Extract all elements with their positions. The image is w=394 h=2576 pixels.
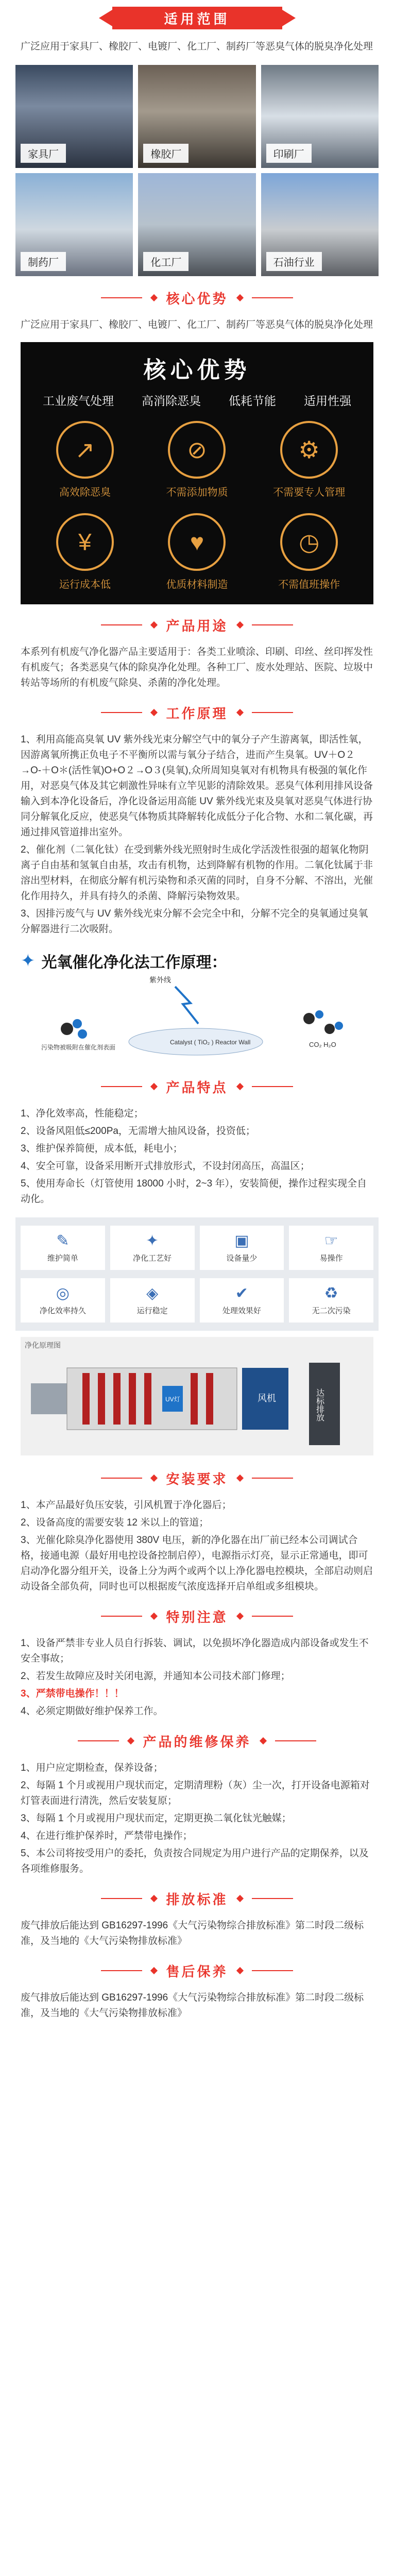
effect-icon: ✔: [235, 1284, 248, 1302]
gear-icon: ⚙: [280, 421, 338, 479]
footprint-icon: ▣: [234, 1232, 249, 1249]
usage-text: 本系列有机废气净化器产品主要适用于：各类工业喷涂、印刷、印丝、丝印挥发性有机废气；各类恶臭气体的除臭净化处理。各种工厂、废水处理站、医院、垃圾中转站等场所的有机废气除臭、杀菌的净化处理。: [21, 647, 373, 688]
tile-easy-operate: ☞ 易操作: [289, 1226, 373, 1270]
easy-operate-icon: ☞: [324, 1232, 338, 1249]
section-title-scope: 适用范围: [0, 0, 394, 36]
feature-tiles: [15, 1217, 379, 1331]
process-diagram: 净化原理图 UV灯 风机 达标排放: [21, 1337, 373, 1455]
core-tag: 工业废气处理: [43, 394, 114, 408]
molecule-right: [303, 1010, 343, 1034]
section-title-emission: 排放标准: [0, 1882, 394, 1915]
chart-up-icon: ↗: [56, 421, 114, 479]
no-pollution-icon: ♻: [324, 1284, 338, 1302]
wrench-icon: ✎: [56, 1232, 70, 1249]
install-list: 1、本产品最好负压安装，引风机置于净化器后； 2、设备高度的需要安装 12 米以上的管道； 3、光催化除臭净化器使用 380V 电压，新的净化器在出厂前已经本公司调试合格，接通电源（最好用电控设备控制启停），电源指示灯亮，显示正常通电，即可启动净化器分组开关，设备上分为两个或两个以上净化器电控模块，全部启动则启动设备全部负荷，同时也可以根据废气浓度选择开启单组或多组模块。: [21, 1500, 373, 1592]
molecule-left: [61, 1019, 87, 1039]
photo-furniture: 家具厂: [15, 65, 133, 168]
tile-good-effect: ✔ 处理效果好: [200, 1278, 284, 1323]
features-list: 1、净化效率高，性能稳定； 2、设备风阻低≤200Pa，无需增大抽风设备，投资低； 3、维护保养简便，成本低，耗电小； 4、安全可靠，设备采用断开式排放形式，不设封闭高压，高温区； 5、使用寿命长（灯管使用 18000 小时，2~3 年），安装简便，操作过程实现全自动化。: [21, 1108, 367, 1205]
tile-small-footprint: ▣ 设备量少: [200, 1226, 284, 1270]
core-item: ↗ 高效除恶臭: [29, 421, 141, 499]
photo-petroleum: 石油行业: [261, 173, 379, 276]
principle-text: 1、利用高能高臭氧 UV 紫外线光束分解空气中的氧分子产生游离氧，即活性氧，因游离氧所携正负电子不平衡所以需与氧分子结合，进而产生臭氧。UV＋O２→O-＋O＊(活性氧)O+O２→O３(臭氧),众所周知臭氧对有机物具有极强的氧化作用，对恶臭气体及其它刺激性异味有立竿见影的清除效果。恶臭气体利用排风设备输入到本净化设备后，净化设备运用高能 UV 紫外线光束及臭氧对恶臭气体进行协同分解氧化反应，使恶臭气体物质其降解转化成低分子化合物、水和二氧化碳，再通过排风管道排出室外。 2、催化剂（二氧化钛）在受到紫外线光照射时生成化学活泼性很强的超氧化物阴离子自由基和氢氧自由基，攻击有机物，达到降解有机物的作用。二氧化钛属于非溶出型材料，在彻底分解有机污染物和杀灭菌的同时，自身不分解、不溶出，光催化作用持久，并具有持久的杀菌、降解污染物效果。 3、因排污废气与 UV 紫外线光束分解不会完全中和，分解不完全的臭氧通过臭氧分解器进行二次吸附。: [21, 734, 373, 935]
maintenance-list: 1、用户应定期检查，保养设备； 2、每隔 1 个月或视用户现状而定，定期清理粉（灰）尘一次，打开设备电源箱对灯管表面进行清洗，然后安装复原； 3、每隔 1 个月或视用户现状而定，定期更换二氧化钛光触媒； 4、在进行维护保养时，严禁带电操作； 5、本公司将按受用户的委托，负责按合同规定为用户进行产品的定期保养，以及各项维修服务。: [21, 1762, 370, 1874]
core-tag: 高消除恶臭: [142, 394, 201, 408]
section-title-notice: 特别注意: [0, 1600, 394, 1633]
clock-icon: ◷: [280, 513, 338, 571]
section-title-after-sale: 售后保养: [0, 1954, 394, 1987]
core-advantage-panel: [21, 342, 373, 604]
scope-intro: 广泛应用于家具厂、橡胶厂、电镀厂、化工厂、制药厂等恶臭气体的脱臭净化处理: [21, 41, 373, 52]
core-item: ⊘ 不需添加物质: [141, 421, 253, 499]
photo-printing: 印刷厂: [261, 65, 379, 168]
product-label: CO₂ H₂O: [309, 1041, 336, 1048]
core-tags: [29, 392, 365, 409]
photo-pharma: 制药厂: [15, 173, 133, 276]
section-title-maintenance: 产品的维修保养: [0, 1724, 394, 1757]
photocatalysis-diagram: ✦ 光氧催化净化法工作原理： 紫外线 Catalyst ( TiO₂ ) Reactor Wall 污染物被吸附在催化剂表面 CO₂ H₂O: [21, 950, 373, 1063]
core-item: ♥ 优质材料制造: [141, 513, 253, 591]
section-title-install: 安装要求: [0, 1462, 394, 1495]
section-title-usage: 产品用途: [0, 608, 394, 641]
core-item: ⚙ 不需要专人管理: [253, 421, 365, 499]
core-intro: 广泛应用于家具厂、橡胶厂、电镀厂、化工厂、制药厂等恶臭气体的脱臭净化处理: [21, 319, 373, 330]
core-item: ¥ 运行成本低: [29, 513, 141, 591]
uv-ray: [175, 987, 198, 1024]
efficiency-icon: ◎: [56, 1284, 70, 1302]
core-panel-title: 核心优势: [143, 358, 251, 383]
svg-text:风机: 风机: [258, 1393, 276, 1403]
tile-easy-maintain: ✎ 维护简单: [21, 1226, 105, 1270]
photo-rubber: 橡胶厂: [138, 65, 255, 168]
emission-text: 废气排放后能达到 GB16297-1996《大气污染物综合排放标准》第二时段二级标准，及当地的《大气污染物排放标准》: [21, 1920, 364, 1946]
svg-text:UV灯: UV灯: [165, 1396, 180, 1403]
stack: [309, 1363, 340, 1445]
scope-photo-grid: [0, 60, 394, 281]
lightning-icon: ✦: [21, 951, 36, 971]
photo-chemical: 化工厂: [138, 173, 255, 276]
core-item: ◷ 不需值班操作: [253, 513, 365, 591]
section-title-principle: 工作原理: [0, 696, 394, 729]
photocatalysis-illustration: [21, 972, 373, 1060]
process-illustration: [21, 1337, 373, 1455]
tile-lasting-efficiency: ◎ 净化效率持久: [21, 1278, 105, 1323]
core-tag: 低耗节能: [229, 394, 276, 408]
tile-good-process: ✦ 净化工艺好: [110, 1226, 195, 1270]
stable-icon: ◈: [146, 1284, 159, 1302]
tile-no-pollution: ♻ 无二次污染: [289, 1278, 373, 1323]
purify-icon: ✦: [146, 1232, 159, 1249]
warning-text: 3、严禁带电操作！！！: [21, 1688, 124, 1699]
tile-stable: ◈ 运行稳定: [110, 1278, 195, 1323]
flask-off-icon: ⊘: [168, 421, 226, 479]
adsorb-label: 污染物被吸附在催化剂表面: [41, 1044, 116, 1051]
money-bag-icon: ¥: [56, 513, 114, 571]
core-tag: 适用性强: [304, 394, 351, 408]
inlet-duct: [31, 1383, 67, 1414]
after-sale-text: 废气排放后能达到 GB16297-1996《大气污染物综合排放标准》第二时段二级标准，及当地的《大气污染物排放标准》: [21, 1992, 364, 2019]
uv-label: 紫外线: [149, 976, 171, 984]
section-title-core: 核心优势: [0, 281, 394, 314]
svg-text:达标排放: 达标排放: [315, 1388, 324, 1421]
section-title-features: 产品特点: [0, 1070, 394, 1103]
hand-heart-icon: ♥: [168, 513, 226, 571]
notice-list: 1、设备严禁非专业人员自行拆装、调试，以免损坏净化器造成内部设备或发生不安全事故； 2、若发生故障应及时关闭电源，并通知本公司技术部门修理； 3、严禁带电操作！！！ 4、必须定期做好维护保养工作。: [0, 1633, 394, 1724]
catalyst-label: Catalyst ( TiO₂ ) Reactor Wall: [170, 1039, 251, 1046]
